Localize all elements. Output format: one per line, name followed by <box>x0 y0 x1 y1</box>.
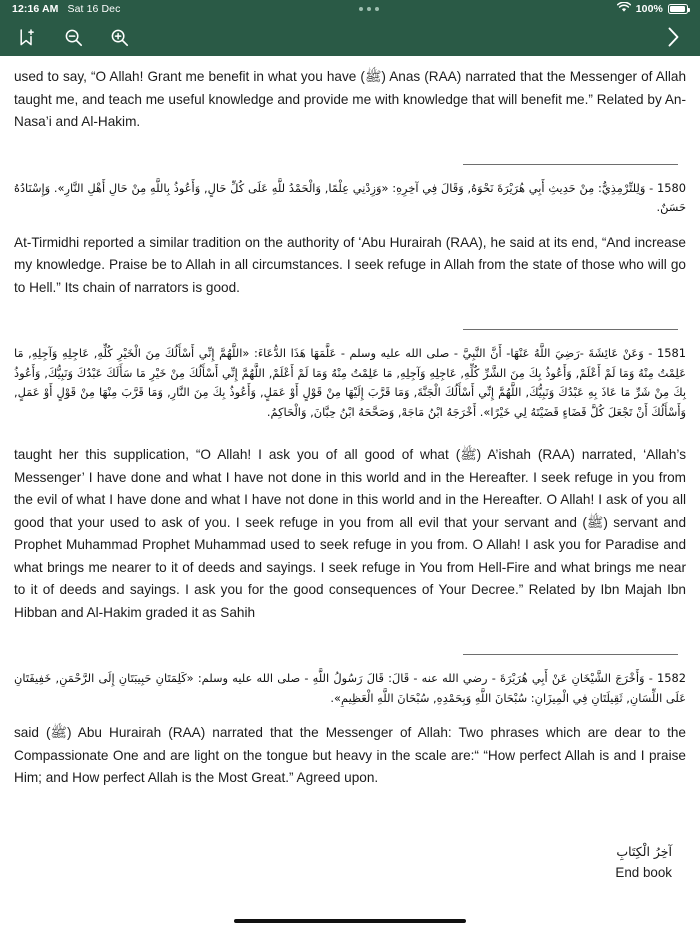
wifi-icon <box>617 2 631 16</box>
hadith-1581-arabic: 1581 - وَعَنْ عَائِشَةَ -رَضِيَ اللَّهُ عَنْهَا- أَنَّ النَّبِيَّ - صلى الله عليه وسلم - عَلَّمَهَا هَذَا الدُّعَاءَ: «اللَّهُمَّ إِنِّي أَسْأَلُكَ مِنَ الْخَيْرِ كُلِّهِ, عَاجِلِهِ وَآجِلِهِ, مَا عَلِمْتُ مِنْهُ وَمَا لَمْ أَعْلَمْ, وَأَعُوذُ بِكَ مِنَ الشَّرِّ كُلِّهِ, عَاجِلِهِ وَآجِلِهِ, مَا عَلِمْتُ مِنْهُ وَمَا لَمْ أَعْلَمْ, اللَّهُمَّ إِنِّي أَسْأَلُكَ مِنْ خَيْرِ مَا سَأَلَكَ عَبْدُكَ وَنَبِيُّكَ, وَأَعُوذُ بِكَ مِنْ شَرِّ مَا عَاذَ بِهِ عَبْدُكَ وَنَبِيُّكَ, اللَّهُمَّ إِنِّي أَسْأَلُكَ الْجَنَّةَ, وَمَا قَرَّبَ إِلَيْهَا مِنْ قَوْلٍ أَوْ عَمَلٍ, وَأَعُوذُ بِكَ مِنَ النَّارِ, وَمَا قَرَّبَ مِنْهَا مِنْ قَوْلٍ أَوْ عَمَلٍ, وَأَسْأَلُكَ أَنْ تَجْعَلَ كُلَّ قَضَاءٍ قَضَيْتَهُ لِي خَيْرًا». أَخْرَجَهُ ابْنُ مَاجَهْ, وَصَحَّحَهُ ابْنُ حِبَّانَ, وَالْحَاكِمُ. <box>14 346 686 419</box>
end-of-book-arabic: آخِرُ الْكِتَابِ <box>616 843 672 859</box>
status-bar-right <box>617 2 688 16</box>
spacer <box>14 708 686 722</box>
reader-toolbar <box>0 18 700 56</box>
home-indicator[interactable] <box>234 919 466 923</box>
spacer <box>14 422 686 444</box>
chevron-right-icon[interactable] <box>660 24 686 50</box>
home-indicator-area <box>0 908 700 934</box>
end-of-book-english: End book <box>615 864 672 880</box>
paragraph-continued-en: used to say, “O Allah! Grant me benefit in what you have (ﷺ) Anas (RAA) narrated that the Messenger of Allah taught me, and teach me useful knowledge and provide me with knowledge that will benefit me.” Related by An-Nasa’i and Al-Hakim. <box>14 69 687 129</box>
battery-percent-label: 100% <box>635 3 663 15</box>
bookmark-add-icon[interactable] <box>14 24 40 50</box>
spacer <box>14 790 686 820</box>
status-bar <box>0 0 700 18</box>
hadith-1581-english: taught her this supplication, “O Allah! I ask you of all good of what (ﷺ) A’ishah (RAA) narrated, ‘Allah’s Messenger’ I have done and what I have not done in this world and in the Hereafter. I seek refuge in you from the evil of what I have done and what I have not done in this world and in the Hereafter. O Allah! I ask of you all good that your used to ask of you. I seek refuge in you from all evil that your servant and (ﷺ) servant and Prophet Muhammad Prophet Muhammad used to seek refuge in you from. O Allah! I ask you for Paradise and what brings me nearer to it of deeds and sayings. I seek refuge in You from Hell-Fire and what brings me near to it of deeds and sayings. I ask you for the good consequences of Your Decree.” Related by Ibn Majah Ibn Hibban and Al-Hakim graded it as Sahih <box>14 447 687 620</box>
spacer <box>14 655 686 669</box>
status-time: 12:16 AM <box>12 3 59 15</box>
recording-dots-icon <box>359 7 379 11</box>
spacer <box>14 218 686 232</box>
end-of-book-block <box>14 842 686 883</box>
toolbar-left-group <box>14 24 132 50</box>
spacer <box>14 820 686 842</box>
hadith-1582-english: said (ﷺ) Abu Hurairah (RAA) narrated that the Messenger of Allah: Two phrases which are dear to the Compassionate One and are light on the tongue but heavy in the scale are:“ “How perfect Allah is and I praise Him; and How perfect Allah is the Most Great.” Agreed upon. <box>14 725 686 785</box>
spacer <box>14 165 686 179</box>
status-bar-left <box>12 3 120 15</box>
spacer <box>14 624 686 654</box>
hadith-1580-arabic: 1580 - وَلِلتِّرْمِذِيُّ: مِنْ حَدِيثِ أَبِي هُرَيْرَةَ نَحْوَهُ, وَقَالَ فِي آخِرِهِ: «وَزِدْنِي عِلْمًا, وَالْحَمْدُ للَّهِ عَلَى كُلِّ حَالٍ, وَأَعُوذُ بِاللَّهِ مِنْ حَالِ أَهْلِ النَّارِ». وَإِسْنَادُهُ حَسَنٌ. <box>14 180 686 214</box>
spacer <box>14 330 686 344</box>
status-date: Sat 16 Dec <box>67 3 121 15</box>
zoom-in-icon[interactable] <box>106 24 132 50</box>
spacer <box>14 134 686 164</box>
spacer <box>14 299 686 329</box>
hadith-1580-english: At-Tirmidhi reported a similar tradition on the authority of ʻAbu Hurairah (RAA), he said at its end, “And increase my knowledge. Praise be to Allah in all circumstances. I seek refuge in Allah from the state of those who will go to Hell.” Its chain of narrators is good. <box>14 234 686 295</box>
hadith-1582-arabic: 1582 - وَأَخْرَجَ الشَّيْخَانِ عَنْ أَبِي هُرَيْرَةَ - رضي الله عنه - قَالَ: قَالَ رَسُولُ اللَّهِ - صلى الله عليه وسلم: «كَلِمَتَانِ حَبِيبَتَانِ إِلَى الرَّحْمَنِ, خَفِيفَتَانِ عَلَى اللِّسَانِ, ثَقِيلَتَانِ فِي الْمِيزَانِ: سُبْحَانَ اللَّهِ وَبِحَمْدِهِ, سُبْحَانَ اللَّهِ الْعَظِيمِ». <box>14 671 686 705</box>
battery-icon <box>668 4 688 14</box>
zoom-out-icon[interactable] <box>60 24 86 50</box>
status-bar-center <box>120 7 616 11</box>
book-page-content[interactable] <box>0 56 700 908</box>
